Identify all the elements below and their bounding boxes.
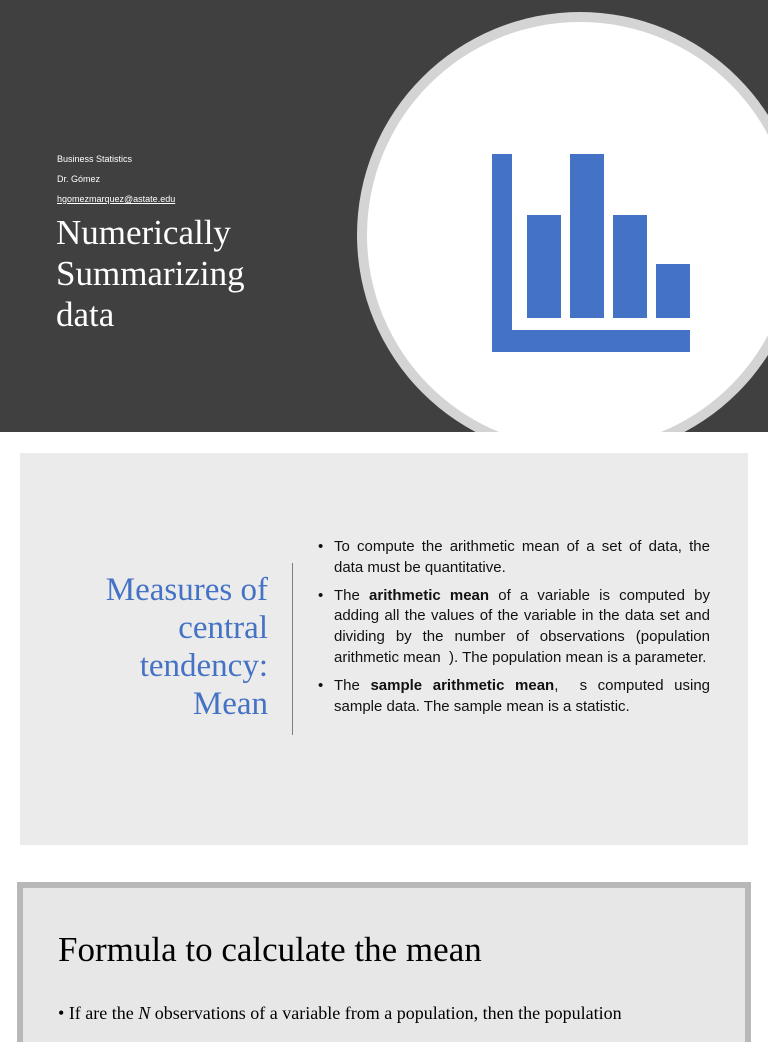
bullet-item — [318, 676, 710, 718]
bullet-bold-text: arithmetic mean — [369, 586, 490, 604]
bullet-text: The — [334, 586, 370, 604]
bullet-item — [58, 1002, 738, 1024]
slide-title: Formula to calculate the mean — [58, 930, 482, 969]
bullet-icon: • — [58, 1003, 69, 1023]
instructor-name: Dr. Gómez — [57, 174, 101, 184]
heading-line: Mean — [192, 686, 268, 722]
slide-heading — [48, 571, 268, 723]
bullet-text: The — [334, 676, 371, 694]
heading-line: central — [178, 610, 268, 646]
slide-title — [56, 212, 356, 335]
bullet-text: of a variable is computed by adding all the values of the variable in the data set and dividing by the number of observations (population arithmetic mean ). The population mean is a parameter. — [334, 586, 710, 666]
bullet-text: , s computed using sample data. The sample mean is a statistic. — [334, 676, 711, 715]
bar-chart-icon — [490, 152, 692, 354]
formula-slide-body — [23, 888, 745, 1042]
bullet-text: observations of a variable from a population, then the population — [150, 1003, 622, 1023]
bullet-item — [318, 586, 710, 669]
bullet-icon: • — [318, 538, 324, 555]
bullet-icon: • — [318, 676, 324, 694]
mean-definition-slide — [20, 453, 748, 845]
formula-slide — [17, 882, 751, 1042]
instructor-email: hgomezmarquez@astate.edu — [57, 194, 176, 204]
heading-line: Measures of — [105, 572, 268, 608]
bullet-list — [318, 537, 710, 724]
bullet-item — [318, 537, 710, 579]
bullet-text: If are the — [68, 1003, 139, 1023]
bullet-text: To compute the arithmetic mean of a set of data, the data must be quantitative. — [334, 538, 710, 576]
bullet-bold-text: sample arithmetic mean — [370, 676, 555, 694]
title-slide — [0, 0, 768, 432]
bullet-italic-text: N — [138, 1003, 151, 1023]
course-name: Business Statistics — [57, 154, 133, 164]
bullet-icon: • — [318, 586, 324, 604]
vertical-divider — [292, 563, 293, 735]
heading-line: tendency: — [139, 648, 268, 684]
title-line: Numerically — [56, 213, 231, 252]
title-line: data — [56, 295, 115, 334]
title-line: Summarizing — [56, 254, 245, 293]
